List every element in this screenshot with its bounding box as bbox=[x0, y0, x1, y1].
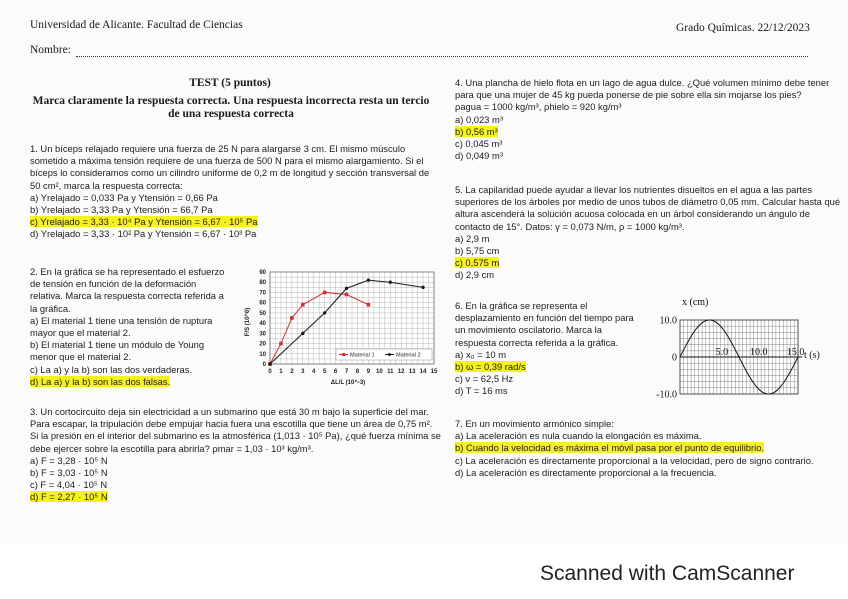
x-tick-label: 0 bbox=[268, 369, 272, 375]
series-point bbox=[345, 293, 349, 297]
q5-option-d[interactable]: d) 2,9 cm bbox=[455, 269, 495, 281]
q4-option-c[interactable]: c) 0,045 m³ bbox=[455, 138, 503, 150]
q3-option-d[interactable]: d) F = 2,27 · 10⁵ N bbox=[30, 491, 108, 503]
q6-option-d[interactable]: d) T = 16 ms bbox=[455, 385, 508, 397]
chart-legend bbox=[336, 349, 432, 360]
q2-option-a[interactable]: a) El material 1 tiene una tensión de ruptura mayor que el material 2. bbox=[30, 314, 213, 339]
q7-option-c[interactable]: c) La aceleración es directamente proporcional a la velocidad, pero de signo contrario. bbox=[455, 454, 814, 466]
q4-option-d[interactable]: d) 0,049 m³ bbox=[455, 150, 503, 162]
q7-option-d[interactable]: d) La aceleración es directamente proporcional a la frecuencia. bbox=[455, 466, 717, 478]
name-field[interactable] bbox=[76, 56, 808, 57]
y-tick-label: 60 bbox=[259, 300, 266, 307]
q1-option-b[interactable]: b) Yrelajado = 3,33 Pa y Ytensión = 66,7 Pa bbox=[30, 204, 213, 216]
q5-option-a[interactable]: a) 2,9 m bbox=[455, 232, 490, 244]
y-tick-label: 10 bbox=[259, 351, 266, 358]
x-tick-label: 2 bbox=[290, 369, 294, 375]
oscillation-x-tick: 5.0 bbox=[715, 347, 729, 358]
q6-option-b[interactable]: b) ω = 0,39 rad/s bbox=[455, 361, 526, 373]
test-instructions: Marca claramente la respuesta correcta. Una respuesta incorrecta resta un tercio de una respuesta correcta bbox=[32, 95, 430, 120]
question-4-data: ρagua = 1000 kg/m³, ρhielo = 920 kg/m³ bbox=[455, 101, 622, 113]
x-tick-label: 10 bbox=[375, 369, 383, 375]
x-axis-label: ΔL/L (10^-3) bbox=[330, 380, 366, 386]
series-point bbox=[323, 291, 327, 295]
oscillation-y-label: x (cm) bbox=[682, 297, 709, 308]
y-tick-label: 80 bbox=[259, 280, 266, 287]
y-tick-label: 50 bbox=[259, 310, 266, 317]
question-7-text: 7. En un movimiento armónico simple: bbox=[455, 418, 614, 429]
q4-option-a[interactable]: a) 0,023 m³ bbox=[455, 113, 503, 125]
y-tick-label: 70 bbox=[259, 290, 266, 297]
legend-marker bbox=[342, 353, 345, 356]
q3-option-c[interactable]: c) F = 4,04 · 10⁵ N bbox=[30, 479, 108, 491]
y-axis-label: F/S (10^6) bbox=[245, 307, 251, 337]
series-point bbox=[367, 303, 371, 307]
y-tick-label: 90 bbox=[259, 270, 266, 276]
series-point bbox=[301, 332, 304, 335]
legend-marker bbox=[388, 353, 391, 356]
question-4-text: 4. Una plancha de hielo flota en un lago de agua dulce. ¿Qué volumen mínimo debe tener para que una mujer de 45 kg pueda ponerse de pie sobre ella sin mojarse los pies? bbox=[455, 77, 830, 101]
q1-option-a[interactable]: a) Yrelajado = 0,033 Pa y Ytensión = 0,66 Pa bbox=[30, 191, 218, 203]
q2-option-d[interactable]: d) La a) y la b) son las dos falsas. bbox=[30, 375, 171, 387]
question-1 bbox=[30, 143, 440, 241]
question-2 bbox=[30, 266, 228, 388]
series-point bbox=[279, 342, 283, 346]
stress-strain-chart bbox=[238, 264, 444, 386]
scanner-watermark: Scanned with CamScanner bbox=[540, 562, 795, 585]
x-tick-label: 11 bbox=[387, 369, 394, 375]
oscillation-x-tick: 15.0 bbox=[786, 347, 805, 358]
x-tick-label: 1 bbox=[279, 369, 283, 375]
oscillation-x-tick: 10.0 bbox=[750, 347, 768, 358]
q1-option-c[interactable]: c) Yrelajado = 3,33 · 10⁴ Pa y Ytensión = 6,67 · 10⁵ Pa bbox=[30, 216, 258, 228]
question-7 bbox=[455, 418, 847, 479]
oscillation-x-label: t (s) bbox=[804, 350, 820, 361]
q2-option-c[interactable]: c) La a) y la b) son las dos verdaderas. bbox=[30, 363, 193, 375]
q7-option-b[interactable]: b) Cuando la velocidad es máxima el móvil pasa por el punto de equilibrio. bbox=[455, 442, 765, 454]
institution-label: Universidad de Alicante. Facultad de Ciencias bbox=[30, 19, 243, 31]
oscillation-y-tick: -10.0 bbox=[656, 389, 677, 401]
x-tick-label: 7 bbox=[344, 369, 349, 375]
q5-option-b[interactable]: b) 5,75 cm bbox=[455, 245, 500, 257]
question-4 bbox=[455, 77, 847, 162]
x-tick-label: 14 bbox=[419, 369, 427, 375]
q6-option-c[interactable]: c) ν = 62,5 Hz bbox=[455, 373, 514, 385]
q6-option-a[interactable]: a) x₀ = 10 m bbox=[455, 348, 507, 360]
series-point bbox=[323, 311, 326, 314]
series-point bbox=[301, 303, 305, 307]
question-3 bbox=[30, 406, 442, 504]
legend-label: Material 2 bbox=[396, 352, 421, 359]
q1-option-d[interactable]: d) Yrelajado = 3,33 · 10² Pa y Ytensión = 6,67 · 10³ Pa bbox=[30, 228, 257, 240]
x-tick-label: 9 bbox=[366, 369, 371, 375]
series-point bbox=[290, 316, 294, 320]
question-5 bbox=[455, 184, 847, 282]
x-tick-label: 15 bbox=[430, 369, 438, 375]
series-point bbox=[389, 281, 392, 284]
series-point bbox=[345, 287, 348, 290]
question-6-text: 6. En la gráfica se representa el desplazamiento en función del tiempo para un movimiento oscilatorio. Marca la respuesta correcta referida a la gráfica. bbox=[455, 300, 634, 348]
oscillation-chart bbox=[648, 294, 824, 406]
question-2-text: 2. En la gráfica se ha representado el esfuerzo de tensión en función de la deformación relativa. Marca la respuesta correcta referida a la gráfica. bbox=[30, 266, 225, 314]
x-tick-label: 4 bbox=[312, 369, 316, 375]
q3-option-a[interactable]: a) F = 3,28 · 10⁵ N bbox=[30, 454, 108, 466]
q4-option-b[interactable]: b) 0,56 m³ bbox=[455, 125, 498, 137]
series-point bbox=[367, 278, 370, 281]
oscillation-y-tick: 0 bbox=[672, 352, 677, 364]
x-tick-label: 13 bbox=[408, 369, 416, 375]
series-point bbox=[421, 286, 424, 289]
question-1-text: 1. Un bíceps relajado requiere una fuerza de 25 N para alargarse 3 cm. El mismo músculo sometido a máxima tensión requiere de una fuerza de 500 N para el mismo alargamiento. Si el bíceps lo consideramos como un cilindro uniforme de 0,2 m de longitud y sección transversal de 50 cm², marca la respuesta correcta: bbox=[30, 143, 430, 191]
q2-option-b[interactable]: b) El material 1 tiene un módulo de Young menor que el material 2. bbox=[30, 339, 205, 363]
y-tick-label: 20 bbox=[259, 341, 266, 348]
q7-option-a[interactable]: a) La aceleración es nula cuando la elongación es máxima. bbox=[455, 430, 702, 442]
series-point bbox=[268, 362, 271, 365]
q5-option-c[interactable]: c) 0,575 m bbox=[455, 257, 500, 269]
x-tick-label: 6 bbox=[333, 369, 338, 375]
q3-option-b[interactable]: b) F = 3,03 · 10⁵ N bbox=[30, 467, 108, 479]
question-3-text: 3. Un cortocircuito deja sin electricidad a un submarino que está 30 m bajo la superficie del mar. Para escapar, la tripulación debe empujar hacia fuera una escotilla que tiene un área de 0,75 m². Si la presión en el interior del submarino es la atmosférica (1,013 · 10⁵ Pa), ¿qué fuerza mínima se debe ejercer sobre la escotilla para abrirla? ρmar = 1,03 · 10³ kg/m³. bbox=[30, 406, 441, 454]
legend-label: Material 1 bbox=[350, 352, 375, 359]
question-5-text: 5. La capilaridad puede ayudar a llevar los nutrientes disueltos en el agua a las partes superiores de los árboles por medio de unos tubos de diámetro 0,05 mm. Calcular hasta qué altura ascenderá la solución acuosa colocada en un árbol considerando un ángulo de contacto de 15°. Datos: γ = 0,073 N/m, ρ = 1000 kg/m³. bbox=[455, 184, 841, 232]
y-tick-label: 0 bbox=[262, 362, 266, 368]
x-tick-label: 5 bbox=[322, 369, 327, 375]
y-tick-label: 30 bbox=[259, 331, 266, 338]
x-tick-label: 12 bbox=[397, 369, 405, 375]
test-title: TEST (5 puntos) bbox=[189, 77, 271, 89]
x-tick-label: 8 bbox=[355, 369, 360, 375]
x-tick-label: 3 bbox=[301, 369, 305, 375]
course-date-label: Grado Químicas. 22/12/2023 bbox=[676, 22, 810, 34]
question-6 bbox=[455, 300, 645, 398]
y-tick-label: 40 bbox=[259, 321, 266, 328]
oscillation-y-tick: 10.0 bbox=[659, 315, 677, 327]
name-label: Nombre: bbox=[30, 44, 71, 56]
